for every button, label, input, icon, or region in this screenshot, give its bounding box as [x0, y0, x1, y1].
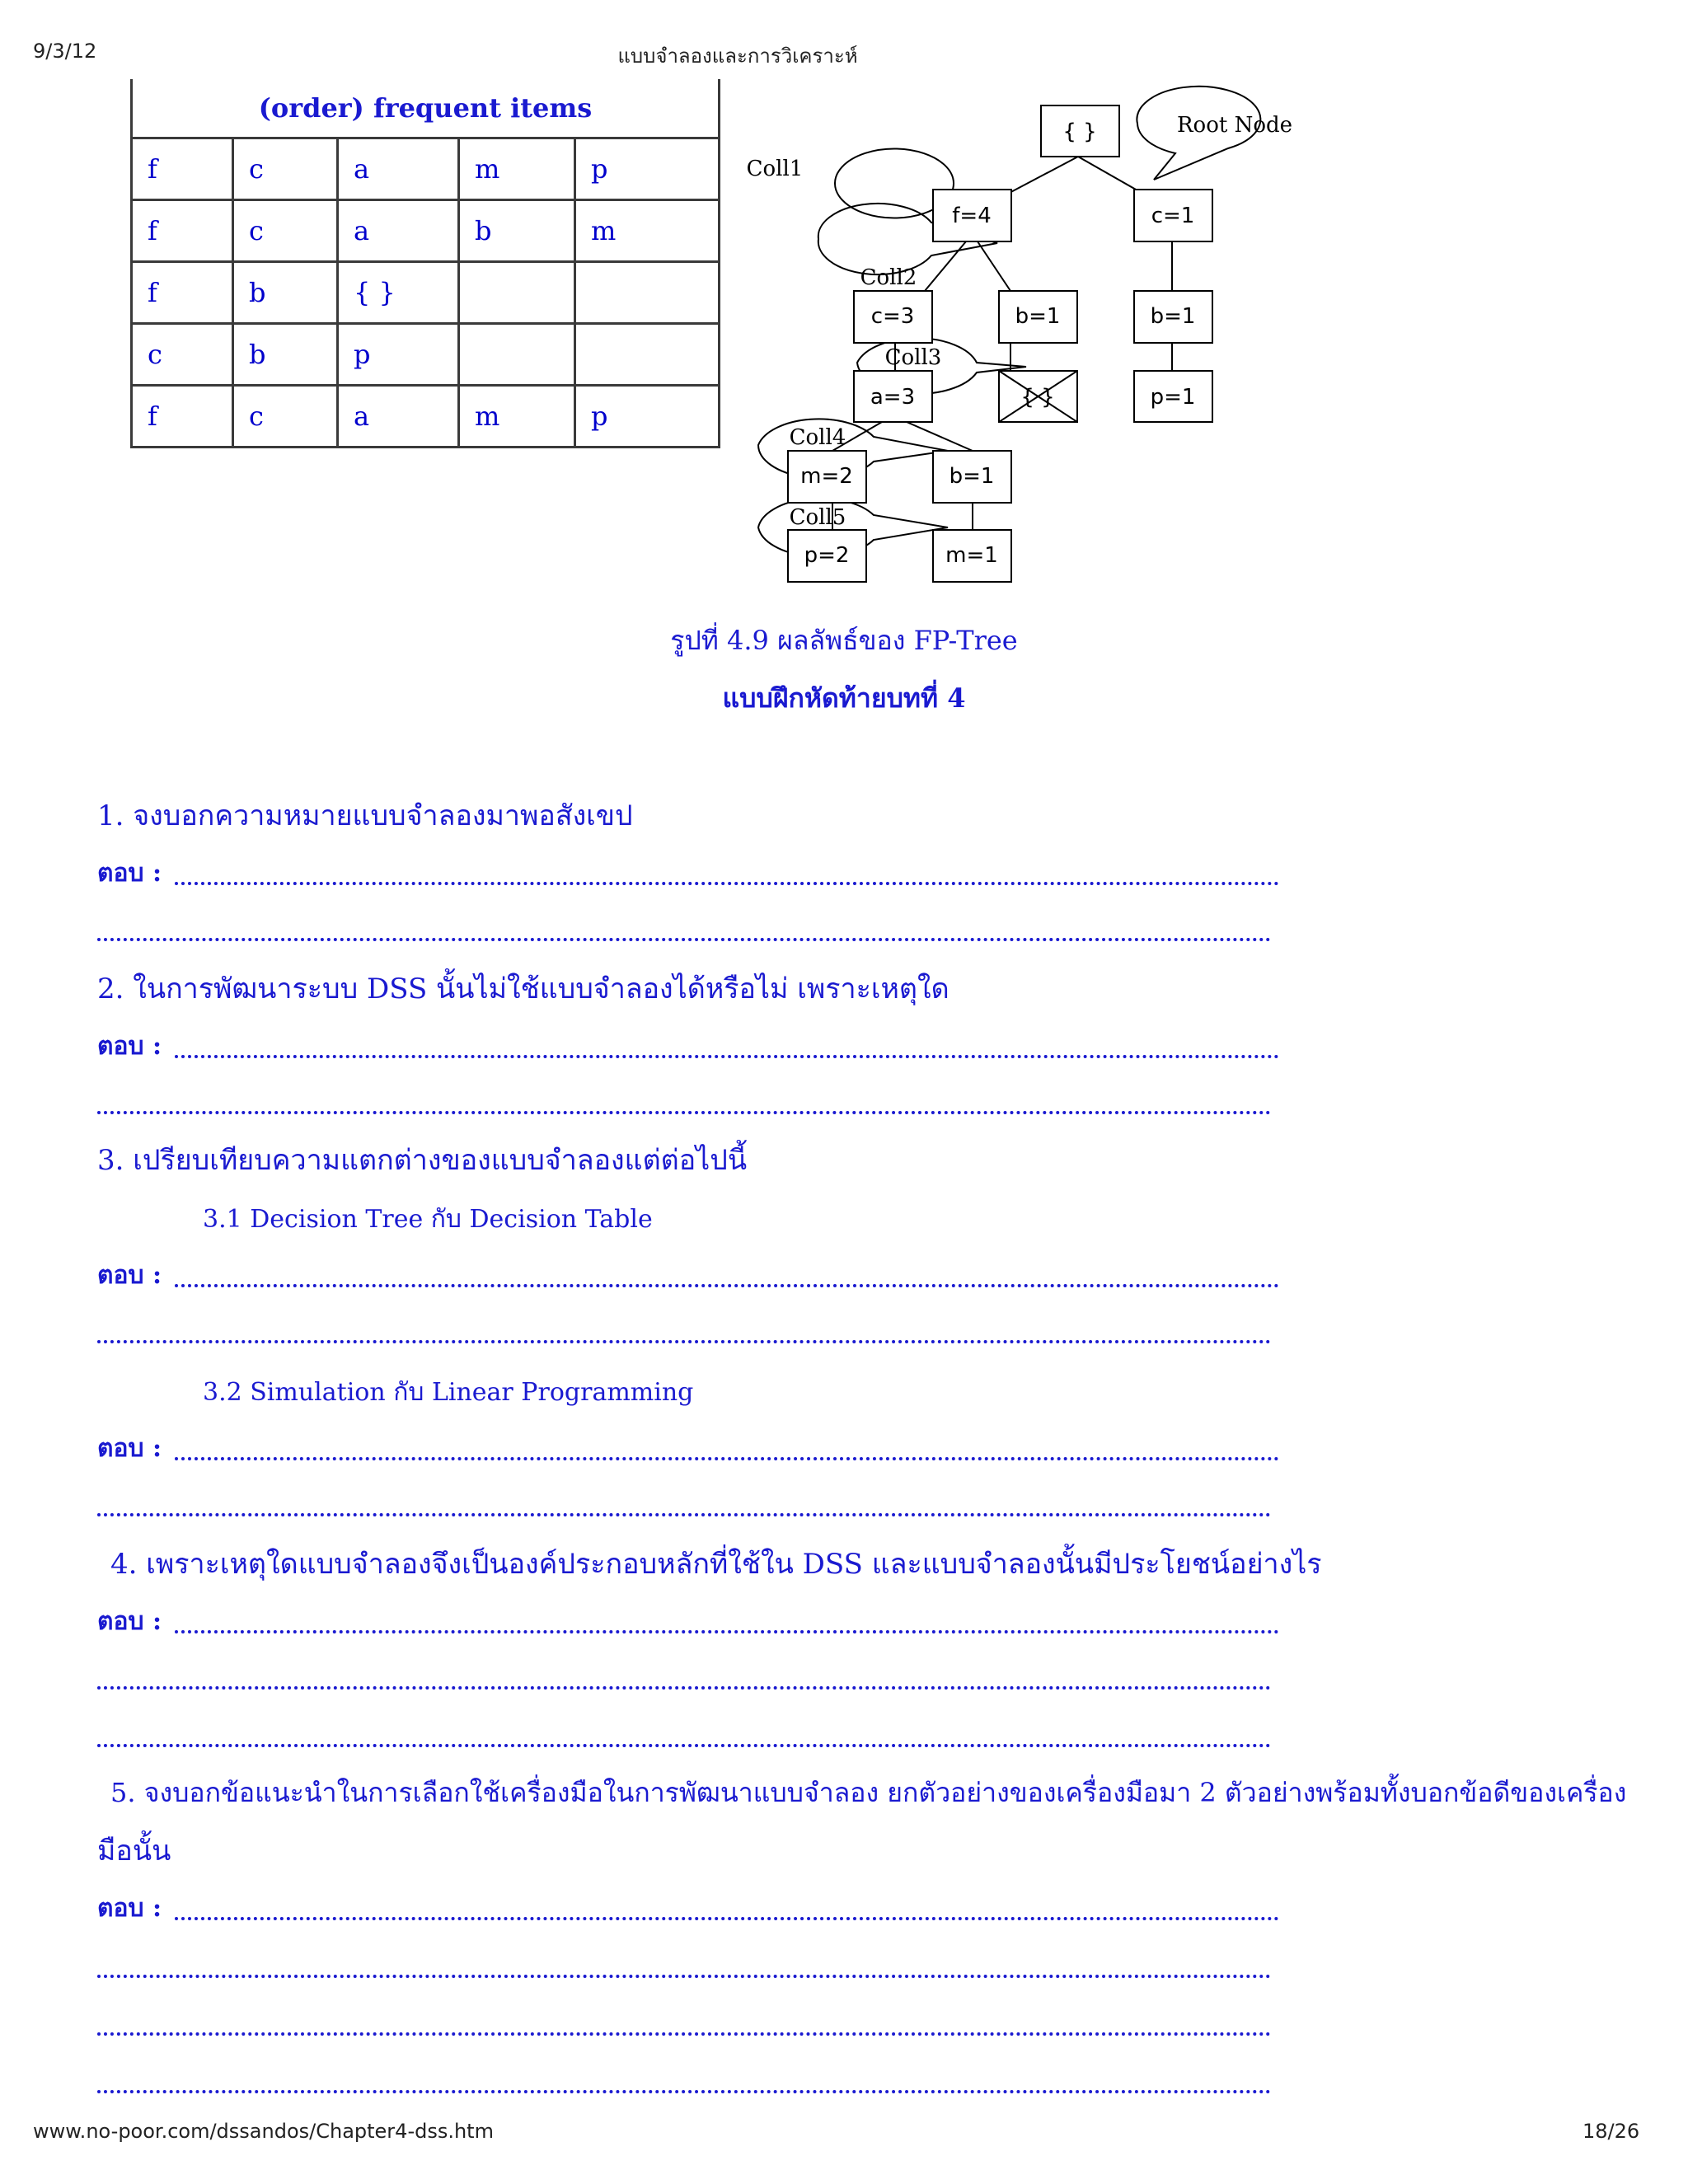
- callout-label: Coll3: [884, 345, 942, 370]
- question-3-1: 3.1 Decision Tree กับ Decision Table: [203, 1205, 653, 1234]
- question-5: 5. จงบอกข้อแนะนำในการเลือกใช้เครื่องมือในการพัฒนาแบบจำลอง ยกตัวอย่างของเครื่องมือมา 2 ตัวอย่างพร้อมทั้งบอกข้อดีของเครื่อง: [110, 1777, 1627, 1808]
- table-cell: a: [338, 138, 459, 200]
- footer-page-number: 18/26: [1582, 2120, 1640, 2143]
- question-1: 1. จงบอกความหมายแบบจำลองมาพอสังเขป: [97, 799, 633, 832]
- callout-label: Coll2: [860, 265, 917, 290]
- answer-line: ตอบ :: [97, 1607, 162, 1636]
- root-node-label: { }: [1062, 120, 1097, 144]
- callout-label: Coll4: [789, 425, 846, 450]
- table-cell: m: [459, 386, 575, 448]
- table-cell: a: [338, 386, 459, 448]
- header-date: 9/3/12: [33, 40, 97, 63]
- node-label: b=1: [949, 464, 995, 489]
- fp-tree-diagram: [709, 82, 1368, 593]
- table-row: [132, 262, 720, 324]
- node-label: b=1: [1015, 304, 1061, 329]
- table-cell: c: [132, 324, 233, 386]
- answer-line: ตอบ :: [97, 1894, 162, 1923]
- figure-caption: รูปที่ 4.9 ผลลัพธ์ของ FP-Tree: [670, 625, 1018, 656]
- answer-dotted-line[interactable]: [97, 938, 1271, 941]
- answer-dotted-line[interactable]: [175, 1055, 1279, 1058]
- table-cell: a: [338, 200, 459, 262]
- edge: [907, 422, 973, 451]
- header-title: แบบจำลองและการวิเคราะห์: [617, 45, 858, 68]
- table-cell: b: [233, 324, 338, 386]
- answer-dotted-line[interactable]: [97, 1686, 1271, 1690]
- node-label: b=1: [1150, 304, 1196, 329]
- answer-dotted-line[interactable]: [97, 1111, 1271, 1114]
- table-row: [132, 324, 720, 386]
- answer-dotted-line[interactable]: [97, 1744, 1271, 1747]
- table-header-row: [132, 79, 720, 138]
- node-label: p=2: [804, 543, 850, 568]
- callout-label: Coll5: [789, 505, 846, 530]
- answer-line: ตอบ :: [97, 1032, 162, 1061]
- node-label: { }: [1020, 385, 1055, 410]
- table-cell: m: [459, 138, 575, 200]
- table-cell: [575, 324, 720, 386]
- question-4: 4. เพราะเหตุใดแบบจำลองจึงเป็นองค์ประกอบหลักที่ใช้ใน DSS และแบบจำลองนั้นมีประโยชน์อย่างไร: [110, 1548, 1322, 1581]
- answer-dotted-line[interactable]: [175, 1630, 1279, 1633]
- callout-label: Coll1: [746, 157, 804, 181]
- answer-dotted-line[interactable]: [97, 2032, 1271, 2036]
- question-3-2: 3.2 Simulation กับ Linear Programming: [203, 1378, 694, 1407]
- answer-line: ตอบ :: [97, 1261, 162, 1290]
- table-cell: m: [575, 200, 720, 262]
- table-cell: p: [338, 324, 459, 386]
- edge: [978, 241, 1010, 291]
- table-cell: b: [233, 262, 338, 324]
- answer-dotted-line[interactable]: [97, 1975, 1271, 1978]
- answer-line: ตอบ :: [97, 1434, 162, 1463]
- answer-dotted-line[interactable]: [97, 2090, 1271, 2093]
- exercise-title: แบบฝึกหัดท้ายบทที่ 4: [722, 682, 966, 714]
- node-label: a=3: [870, 385, 916, 410]
- node-label: p=1: [1150, 385, 1196, 410]
- edge: [925, 241, 966, 291]
- table-cell: p: [575, 138, 720, 200]
- table-row: [132, 386, 720, 448]
- table-cell: [459, 262, 575, 324]
- table-cell: f: [132, 262, 233, 324]
- answer-dotted-line[interactable]: [175, 882, 1279, 885]
- table-row: [132, 200, 720, 262]
- table-cell: f: [132, 386, 233, 448]
- answer-dotted-line[interactable]: [175, 1917, 1279, 1920]
- answer-dotted-line[interactable]: [97, 1513, 1271, 1516]
- table-cell: p: [575, 386, 720, 448]
- answer-line: ตอบ :: [97, 859, 162, 888]
- table-cell: f: [132, 138, 233, 200]
- node-label: f=4: [952, 204, 992, 228]
- question-3: 3. เปรียบเทียบความแตกต่างของแบบจำลองแต่ต่อไปนี้: [97, 1144, 748, 1177]
- answer-dotted-line[interactable]: [97, 1340, 1271, 1343]
- node-label: m=2: [800, 464, 853, 489]
- node-label: m=1: [945, 543, 998, 568]
- table-cell: { }: [338, 262, 459, 324]
- frequent-items-table: [130, 79, 720, 448]
- table-cell: c: [233, 386, 338, 448]
- footer-url[interactable]: www.no-poor.com/dssandos/Chapter4-dss.htm: [33, 2120, 494, 2143]
- table-heading: (order) frequent items: [132, 79, 720, 138]
- table-cell: [575, 262, 720, 324]
- node-label: c=3: [870, 304, 915, 329]
- node-label: c=1: [1151, 204, 1195, 228]
- answer-dotted-line[interactable]: [175, 1457, 1279, 1460]
- answer-dotted-line[interactable]: [175, 1284, 1279, 1287]
- table-cell: c: [233, 138, 338, 200]
- table-cell: f: [132, 200, 233, 262]
- question-5-continued: มือนั้น: [97, 1835, 171, 1868]
- table-row: [132, 138, 720, 200]
- table-cell: b: [459, 200, 575, 262]
- table-cell: [459, 324, 575, 386]
- question-2: 2. ในการพัฒนาระบบ DSS นั้นไม่ใช้แบบจำลองได้หรือไม่ เพราะเหตุใด: [97, 972, 950, 1005]
- root-callout-label: Root Node: [1176, 113, 1293, 138]
- table-cell: c: [233, 200, 338, 262]
